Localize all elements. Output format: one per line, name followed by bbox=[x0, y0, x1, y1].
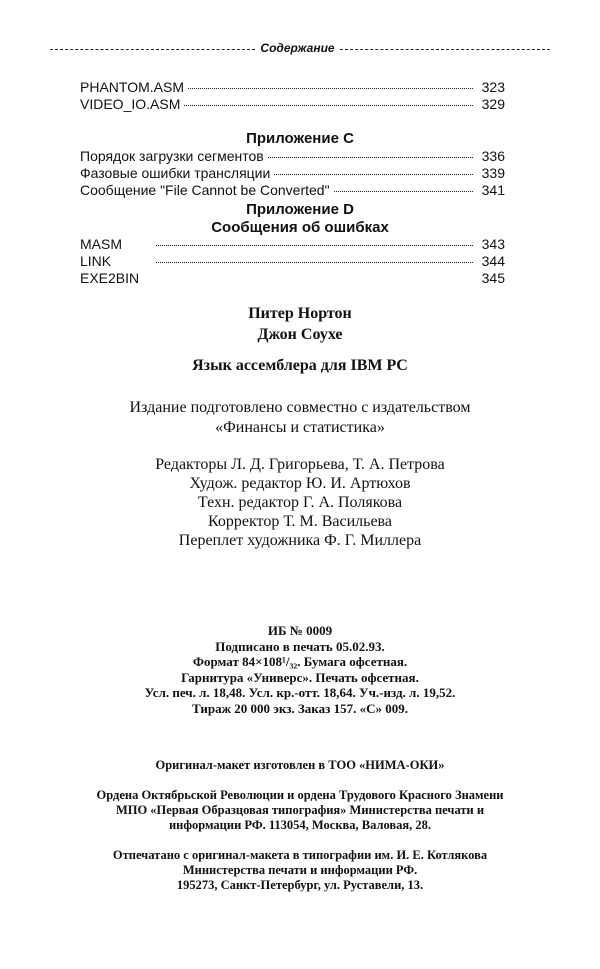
imprint-line: Формат 84×108¹/₃₂. Бумага офсетная. bbox=[192, 654, 408, 669]
printing-house-line: Ордена Октябрьской Революции и ордена Трудового Красного Знамени bbox=[96, 788, 504, 802]
toc-item-page: 341 bbox=[481, 182, 505, 198]
running-head-rule-left bbox=[50, 49, 255, 50]
editorial-staff bbox=[0, 455, 600, 550]
edition-line: Издание подготовлено совместно с издательством bbox=[129, 399, 471, 416]
toc-item-page: 336 bbox=[481, 148, 505, 164]
running-head-title: Содержание bbox=[260, 41, 335, 55]
staff-line: Техн. редактор Г. А. Полякова bbox=[197, 494, 403, 511]
toc-item bbox=[80, 253, 505, 270]
toc-leader bbox=[184, 105, 473, 106]
toc-item-page: 339 bbox=[481, 165, 505, 181]
appendix-c-list bbox=[80, 148, 505, 199]
printed-at-line: Отпечатано с оригинал-макета в типографии им. И. Е. Котлякова bbox=[112, 848, 488, 862]
toc-item-page: 345 bbox=[481, 270, 505, 286]
toc-leader bbox=[274, 174, 473, 175]
toc-item-label: PHANTOM.ASM bbox=[80, 79, 184, 95]
toc-item bbox=[80, 96, 505, 113]
authors bbox=[0, 303, 600, 345]
toc-item-label: EXE2BIN bbox=[80, 270, 140, 286]
printing-house-line: информации РФ. 113054, Москва, Валовая, 28. bbox=[168, 818, 432, 832]
toc-item-label: LINK bbox=[80, 253, 112, 269]
toc-item bbox=[80, 165, 505, 182]
toc-item-label: Сообщение "File Cannot be Converted" bbox=[80, 182, 330, 198]
author-name: Джон Соухе bbox=[257, 326, 343, 343]
toc-item-label: Фазовые ошибки трансляции bbox=[80, 165, 271, 181]
toc-leader bbox=[156, 245, 473, 246]
toc-item-page: 343 bbox=[481, 236, 505, 252]
appendix-d-subtitle: Сообщения об ошибках bbox=[211, 219, 389, 236]
printing-house bbox=[0, 788, 600, 833]
appendix-d-title: Приложение D bbox=[246, 201, 354, 218]
running-head bbox=[50, 42, 550, 56]
staff-line: Худож. редактор Ю. И. Артюхов bbox=[189, 475, 411, 492]
toc-item-page: 329 bbox=[481, 96, 505, 112]
toc-leader bbox=[268, 157, 473, 158]
toc-item bbox=[80, 148, 505, 165]
imprint-line: ИБ № 0009 bbox=[267, 623, 333, 638]
toc-item bbox=[80, 79, 505, 96]
imprint-line: Подписано в печать 05.02.93. bbox=[215, 638, 385, 654]
imprint-block bbox=[0, 623, 600, 716]
toc-item bbox=[80, 182, 505, 199]
running-head-rule-right bbox=[340, 49, 550, 50]
edition-note bbox=[0, 398, 600, 438]
toc-leader bbox=[188, 88, 473, 89]
author-name: Питер Нортон bbox=[248, 305, 352, 322]
imprint-line: Гарнитура «Универс». Печать офсетная. bbox=[181, 669, 419, 685]
toc-leader bbox=[334, 191, 473, 192]
toc-item-label: Порядок загрузки сегментов bbox=[80, 148, 264, 164]
book-title: Язык ассемблера для IBM PC bbox=[192, 357, 408, 374]
toc-item bbox=[80, 236, 505, 253]
appendix-d-list bbox=[80, 236, 505, 287]
staff-line: Редакторы Л. Д. Григорьева, Т. А. Петрова bbox=[155, 456, 445, 473]
imprint-line: Усл. печ. л. 18,48. Усл. кр.-отт. 18,64. Уч.-изд. л. 19,52. bbox=[144, 685, 456, 700]
printed-at-line: Министерства печати и информации РФ. bbox=[182, 863, 418, 877]
printed-at-line: 195273, Санкт-Петербург, ул. Руставели, 13. bbox=[176, 878, 424, 892]
toc-item bbox=[80, 270, 505, 287]
toc-top-list bbox=[80, 79, 505, 113]
staff-line: Корректор Т. М. Васильева bbox=[208, 513, 392, 530]
edition-line: «Финансы и статистика» bbox=[215, 419, 385, 436]
toc-item-label: MASM bbox=[80, 236, 122, 252]
toc-item-label: VIDEO_IO.ASM bbox=[80, 96, 181, 112]
staff-line: Переплет художника Ф. Г. Миллера bbox=[178, 532, 422, 549]
toc-leader bbox=[156, 262, 473, 263]
toc-item-page: 344 bbox=[481, 253, 505, 269]
imprint-line: Тираж 20 000 экз. Заказ 157. «С» 009. bbox=[192, 700, 408, 716]
printing-house-line: МПО «Первая Образцовая типография» Министерства печати и bbox=[115, 803, 485, 817]
layout-credit: Оригинал-макет изготовлен в ТОО «НИМА-ОКИ» bbox=[155, 758, 445, 772]
printed-at bbox=[0, 848, 600, 893]
toc-item-page: 323 bbox=[481, 79, 505, 95]
appendix-c-title: Приложение C bbox=[246, 130, 354, 147]
